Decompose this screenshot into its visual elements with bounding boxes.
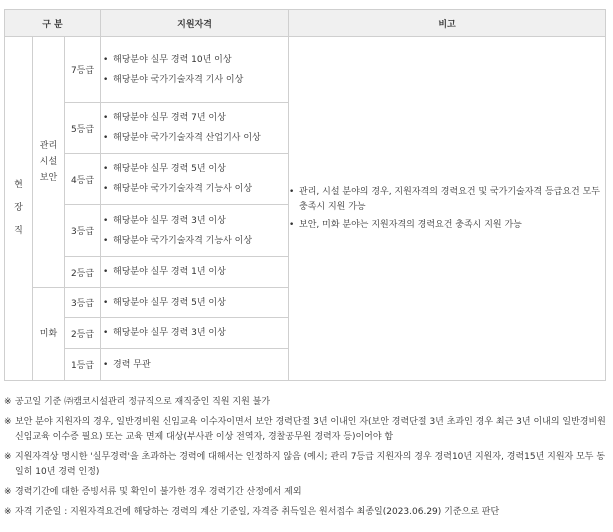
qualification-item: • 해당분야 실무 경력 5년 이상 (101, 159, 288, 179)
grade-cell: 2등급 (65, 318, 101, 349)
remark-item: • 보안, 미화 분야는 지원자격의 경력요건 충족시 지원 가능 (289, 218, 605, 233)
qualification-table (4, 9, 606, 381)
grade-cell: 1등급 (65, 349, 101, 381)
group-label: 관리 시설 보안 (39, 141, 58, 183)
notes-section (4, 395, 608, 525)
note-item (4, 395, 608, 410)
header-category: 구 분 (5, 10, 101, 37)
qualification-cell (101, 318, 289, 349)
qualification-item: • 해당분야 국가기술자격 기능사 이상 (101, 179, 288, 199)
grade-cell: 3등급 (65, 288, 101, 318)
qualification-cell (101, 154, 289, 205)
qualification-item: • 해당분야 국가기술자격 기능사 이상 (101, 231, 288, 251)
remark-item: • 관리, 시설 분야의 경우, 지원자격의 경력요건 및 국가기술자격 등급요건 모두 충족시 지원 가능 (289, 185, 605, 215)
note-item (4, 485, 608, 500)
group-cell-management (33, 37, 65, 288)
note-mark: ※ (4, 397, 12, 407)
qualification-cell (101, 103, 289, 154)
qualification-item: • 해당분야 국가기술자격 산업기사 이상 (101, 128, 288, 148)
note-mark: ※ (4, 487, 12, 497)
qualification-item: • 해당분야 실무 경력 10년 이상 (101, 50, 288, 70)
note-item (4, 415, 608, 445)
header-remarks: 비고 (289, 10, 606, 37)
note-item (4, 450, 608, 480)
note-text: 공고일 기준 ㈜캠코시설관리 정규직으로 재직중인 직원 지원 불가 (15, 397, 271, 407)
note-text: 지원자격상 명시한 '실무경력'을 초과하는 경력에 대해서는 인정하지 않음 (예시; 관리 7등급 지원자의 경우 경력10년 지원자, 경력15년 지원자 모두 동일히 10년 경력 인정) (15, 452, 606, 477)
grade-cell: 3등급 (65, 205, 101, 257)
note-item (4, 505, 608, 520)
qualification-cell (101, 349, 289, 381)
grade-cell: 5등급 (65, 103, 101, 154)
header-qualification: 지원자격 (101, 10, 289, 37)
remarks-cell (289, 37, 606, 381)
grade-cell: 2등급 (65, 257, 101, 288)
note-mark: ※ (4, 452, 12, 462)
qualification-item: • 해당분야 국가기술자격 기사 이상 (101, 70, 288, 90)
group-label: 미화 (39, 329, 58, 339)
qualification-item: • 경력 무관 (101, 355, 288, 375)
qualification-cell (101, 205, 289, 257)
qualification-item: • 해당분야 실무 경력 3년 이상 (101, 211, 288, 231)
qualification-item: • 해당분야 실무 경력 7년 이상 (101, 108, 288, 128)
note-text: 경력기간에 대한 증빙서류 및 확인이 불가한 경우 경력기간 산정에서 제외 (15, 487, 302, 497)
grade-cell: 7등급 (65, 37, 101, 103)
qualification-item: • 해당분야 실무 경력 3년 이상 (101, 323, 288, 343)
qualification-item: • 해당분야 실무 경력 1년 이상 (101, 262, 288, 282)
position-cell (5, 37, 33, 381)
group-cell-cleaning (33, 288, 65, 381)
qualification-cell (101, 257, 289, 288)
table-row (5, 37, 606, 103)
qualification-cell (101, 288, 289, 318)
qualification-item: • 해당분야 실무 경력 5년 이상 (101, 293, 288, 313)
table-header-row (5, 10, 606, 37)
position-label: 현장직 (14, 180, 23, 236)
note-mark: ※ (4, 417, 12, 427)
qualification-cell (101, 37, 289, 103)
note-text: 보안 분야 지원자의 경우, 일반경비원 신임교육 이수자이면서 보안 경력단절 3년 이내인 자(보안 경력단절 3년 초과인 경우 최근 3년 이내의 일반경비원 신임교육 이수증 필요) 또는 교육 면제 대상(부사관 이상 전역자, 경찰공무원 경력자 등)이어야 함 (15, 417, 606, 442)
note-text: 자격 기준일 : 지원자격요건에 해당하는 경력의 계산 기준일, 자격증 취득일은 원서접수 최종일(2023.06.29) 기준으로 판단 (15, 507, 500, 517)
grade-cell: 4등급 (65, 154, 101, 205)
note-mark: ※ (4, 507, 12, 517)
